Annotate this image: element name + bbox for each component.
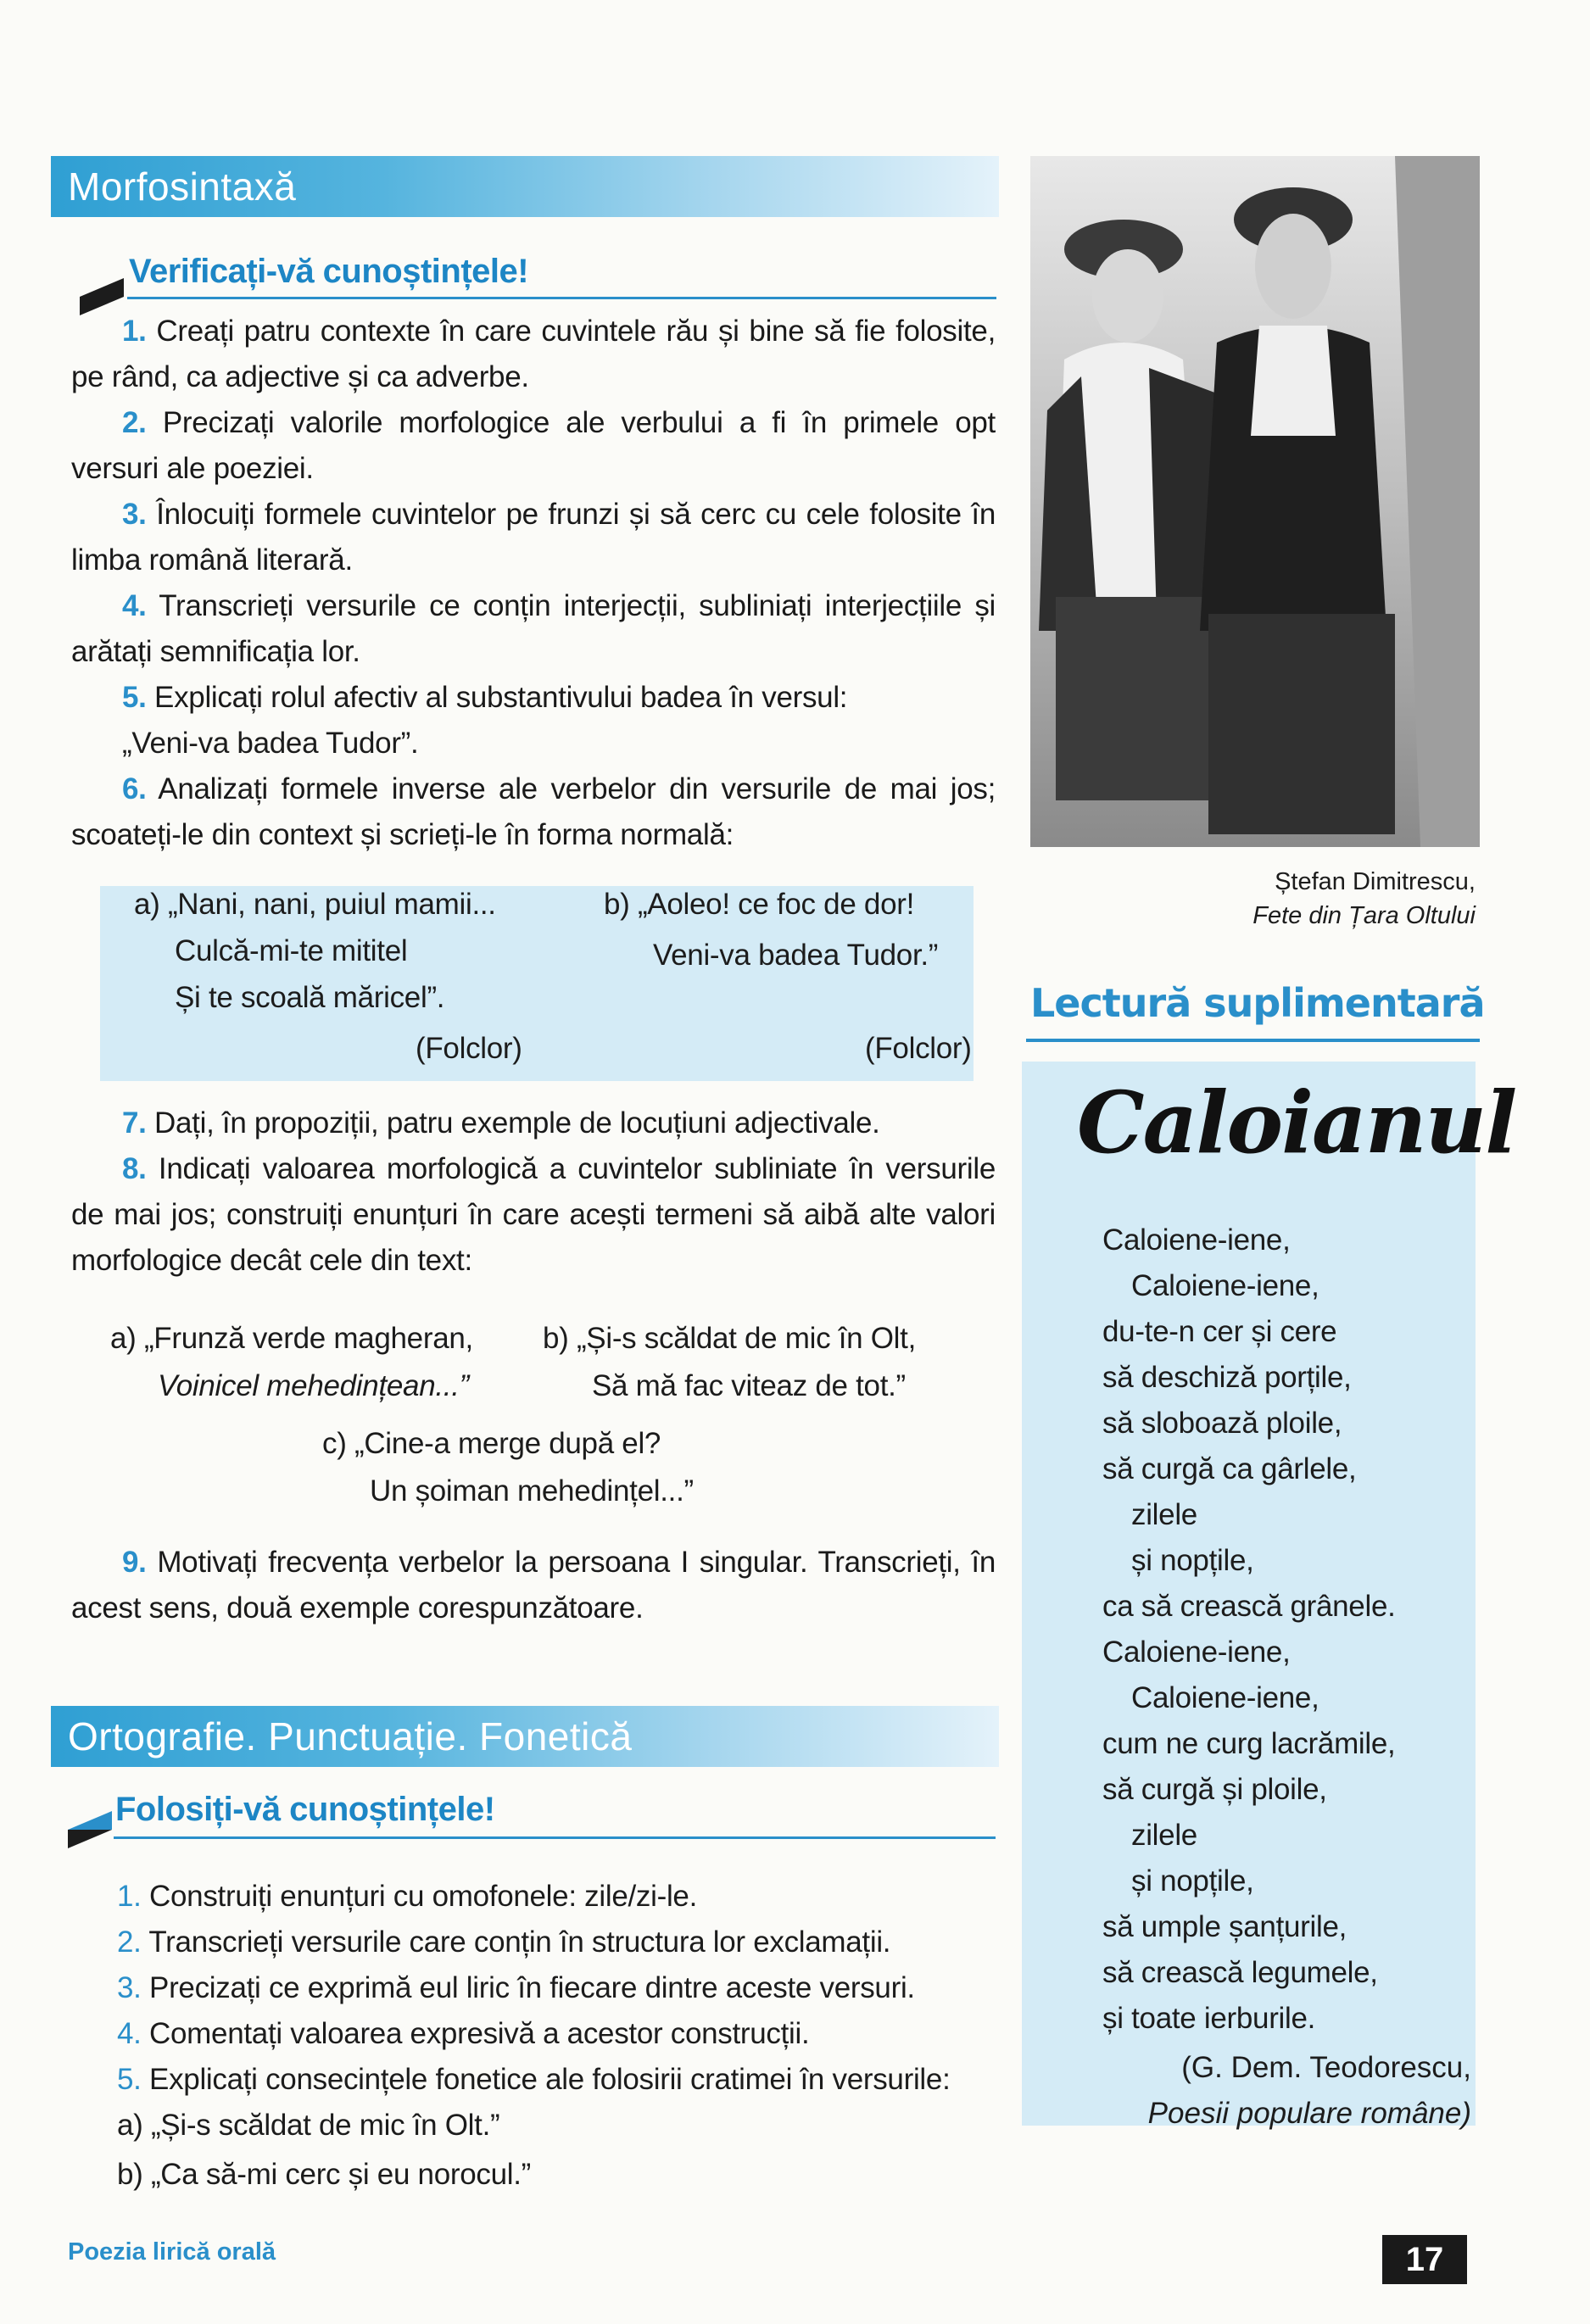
poem-source bbox=[1102, 2045, 1471, 2137]
painting-title: Fete din Țara Oltului bbox=[1252, 902, 1476, 929]
painting-image bbox=[1030, 156, 1480, 847]
verse-line: Un șoiman mehedințel...” bbox=[370, 1474, 694, 1508]
poem-line: să crească legumele, bbox=[1102, 1956, 1378, 1989]
exercise-item-6 bbox=[71, 766, 996, 858]
item-text: Analizați formele inverse ale verbelor din versurile de mai jos; scoateți-le din context și scrieți-le în forma normală: bbox=[71, 772, 996, 851]
poem-title: Caloianul bbox=[1077, 1073, 1516, 1173]
exercise-item-3 bbox=[117, 1965, 915, 2011]
poem-line: du-te-n cer și cere bbox=[1102, 1315, 1337, 1348]
item-text: Indicați valoarea morfologică a cuvintelor subliniate în versurile de mai jos; construiți enunțuri în care acești termeni să aibă alte valori morfologice decât cele din text: bbox=[71, 1152, 996, 1277]
verse-line: c) „Cine-a merge după el? bbox=[322, 1427, 661, 1460]
item-text: Explicați rolul afectiv al substantivului badea în versul: bbox=[154, 681, 848, 714]
item-number: 2. bbox=[117, 1926, 142, 1959]
section-subtitle: Folosiți-vă cunoștințele! bbox=[115, 1791, 495, 1828]
verse-line: Și te scoală măricel”. bbox=[175, 981, 445, 1014]
verse-line: b) „Aoleo! ce foc de dor! bbox=[604, 888, 915, 921]
footer-chapter: Poezia lirică orală bbox=[68, 2238, 276, 2265]
poem-line: cum ne curg lacrămile, bbox=[1102, 1727, 1396, 1760]
poem-source-book: Poesii populare române) bbox=[1147, 2097, 1471, 2130]
subtitle-rule bbox=[127, 297, 996, 299]
verse-source: (Folclor) bbox=[865, 1032, 972, 1065]
section-title: Ortografie. Punctuație. Fonetică bbox=[68, 1714, 633, 1758]
page-number: 17 bbox=[1382, 2235, 1467, 2284]
verse-line: b) „Și-s scăldat de mic în Olt, bbox=[543, 1322, 916, 1355]
item-number: 5. bbox=[117, 2063, 142, 2096]
exercise-item-5 bbox=[117, 2057, 951, 2103]
section-title: Morfosintaxă bbox=[68, 164, 297, 209]
section-header-ortografie bbox=[51, 1706, 999, 1767]
verse-line: Să mă fac viteaz de tot.” bbox=[592, 1369, 906, 1402]
poem-line: ca să crească grânele. bbox=[1102, 1590, 1396, 1623]
example-line: b) „Ca să-mi cerc și eu norocul.” bbox=[117, 2158, 532, 2191]
item-number: 5. bbox=[122, 681, 147, 714]
item-number: 4. bbox=[117, 2017, 142, 2050]
poem-line: și toate ierburile. bbox=[1102, 2002, 1316, 2035]
exercise-item-5 bbox=[71, 675, 996, 721]
item-number: 1. bbox=[122, 315, 147, 348]
exercise-item-1 bbox=[71, 309, 996, 400]
poem-line: să sloboază ploile, bbox=[1102, 1407, 1342, 1440]
section-subtitle: Verificați-vă cunoștințele! bbox=[129, 253, 529, 290]
wedge-icon bbox=[80, 278, 124, 297]
poem-line: Caloiene-iene, bbox=[1131, 1681, 1319, 1714]
item5-quote: „Veni-va badea Tudor”. bbox=[122, 727, 419, 760]
painting-artist: Ștefan Dimitrescu, bbox=[1275, 868, 1476, 895]
item-number: 4. bbox=[122, 589, 147, 622]
poem-line: să curgă ca gârlele, bbox=[1102, 1452, 1357, 1485]
item-text: Motivați frecvența verbelor la persoana I singular. Transcrieți, în acest sens, două exemple corespunzătoare. bbox=[71, 1546, 996, 1625]
item-text: Înlocuiți formele cuvintelor pe frunzi și să cerc cu cele folosite în limba română literară. bbox=[71, 498, 996, 577]
poem-line: să deschiză porțile, bbox=[1102, 1361, 1352, 1394]
exercise-item-4 bbox=[71, 583, 996, 675]
item-text: Transcrieți versurile ce conțin interjecții, subliniați interjecțiile și arătați semnificația lor. bbox=[71, 589, 996, 668]
exercise-item-7 bbox=[71, 1101, 996, 1146]
poem-line: să curgă și ploile, bbox=[1102, 1773, 1327, 1806]
example-line: a) „Și-s scăldat de mic în Olt.” bbox=[117, 2109, 500, 2142]
item-text: Explicați consecințele fonetice ale folosirii cratimei în versurile: bbox=[149, 2063, 951, 2096]
verse-line: a) „Frunză verde magheran, bbox=[110, 1322, 473, 1355]
item-text: Construiți enunțuri cu omofonele: zile/zi-le. bbox=[149, 1880, 698, 1913]
poem-line: și nopțile, bbox=[1131, 1544, 1254, 1577]
item-number: 6. bbox=[122, 772, 147, 805]
exercise-item-9 bbox=[71, 1540, 996, 1631]
item-text: Precizați ce exprimă eul liric în fiecare dintre aceste versuri. bbox=[149, 1971, 915, 2004]
item-number: 3. bbox=[117, 1971, 142, 2004]
poem-source-author: (G. Dem. Teodorescu, bbox=[1181, 2051, 1471, 2084]
item-text: Precizați valorile morfologice ale verbului a fi în primele opt versuri ale poeziei. bbox=[71, 406, 996, 485]
item-number: 9. bbox=[122, 1546, 147, 1579]
verse-line: a) „Nani, nani, puiul mamii... bbox=[134, 888, 496, 921]
item-text: Transcrieți versurile care conțin în structura lor exclamații. bbox=[148, 1926, 891, 1959]
poem-line: Caloiene-iene, bbox=[1102, 1223, 1291, 1257]
poem-line: zilele bbox=[1131, 1819, 1197, 1852]
item-text: Creați patru contexte în care cuvintele rău și bine să fie folosite, pe rând, ca adjective și ca adverbe. bbox=[71, 315, 996, 393]
painting-caption bbox=[1102, 865, 1476, 933]
item-text: Dați, în propoziții, patru exemple de locuțiuni adjectivale. bbox=[154, 1106, 880, 1140]
exercise-item-4 bbox=[117, 2011, 809, 2057]
poem-line: să umple șanțurile, bbox=[1102, 1910, 1347, 1943]
poem-line: Caloiene-iene, bbox=[1131, 1269, 1319, 1302]
item-text: Comentați valoarea expresivă a acestor construcții. bbox=[149, 2017, 810, 2050]
item-number: 1. bbox=[117, 1880, 142, 1913]
verse-line: Culcă-mi-te mititel bbox=[175, 934, 408, 967]
item-number: 8. bbox=[122, 1152, 147, 1185]
item-number: 3. bbox=[122, 498, 147, 531]
exercise-item-3 bbox=[71, 492, 996, 583]
poem-line: Caloiene-iene, bbox=[1102, 1636, 1291, 1669]
exercise-item-2 bbox=[71, 400, 996, 492]
sidebar-heading: Lectură suplimentară bbox=[1030, 980, 1485, 1026]
exercise-item-2 bbox=[117, 1920, 890, 1965]
section-header-morfosintaxa bbox=[51, 156, 999, 217]
sidebar-rule bbox=[1026, 1039, 1480, 1042]
wedge-icon bbox=[68, 1811, 112, 1830]
exercise-item-8 bbox=[71, 1146, 996, 1284]
poem-line: zilele bbox=[1131, 1498, 1197, 1531]
verse-line: Voinicel mehedințean...” bbox=[158, 1369, 469, 1402]
item-number: 2. bbox=[122, 406, 147, 439]
poem-line: și nopțile, bbox=[1131, 1864, 1254, 1898]
exercise-item-1 bbox=[117, 1874, 697, 1920]
item-number: 7. bbox=[122, 1106, 147, 1140]
wedge-icon bbox=[68, 1830, 112, 1848]
verse-source: (Folclor) bbox=[416, 1032, 522, 1065]
verse-line: Veni-va badea Tudor.” bbox=[653, 939, 939, 972]
subtitle-rule bbox=[114, 1836, 996, 1839]
